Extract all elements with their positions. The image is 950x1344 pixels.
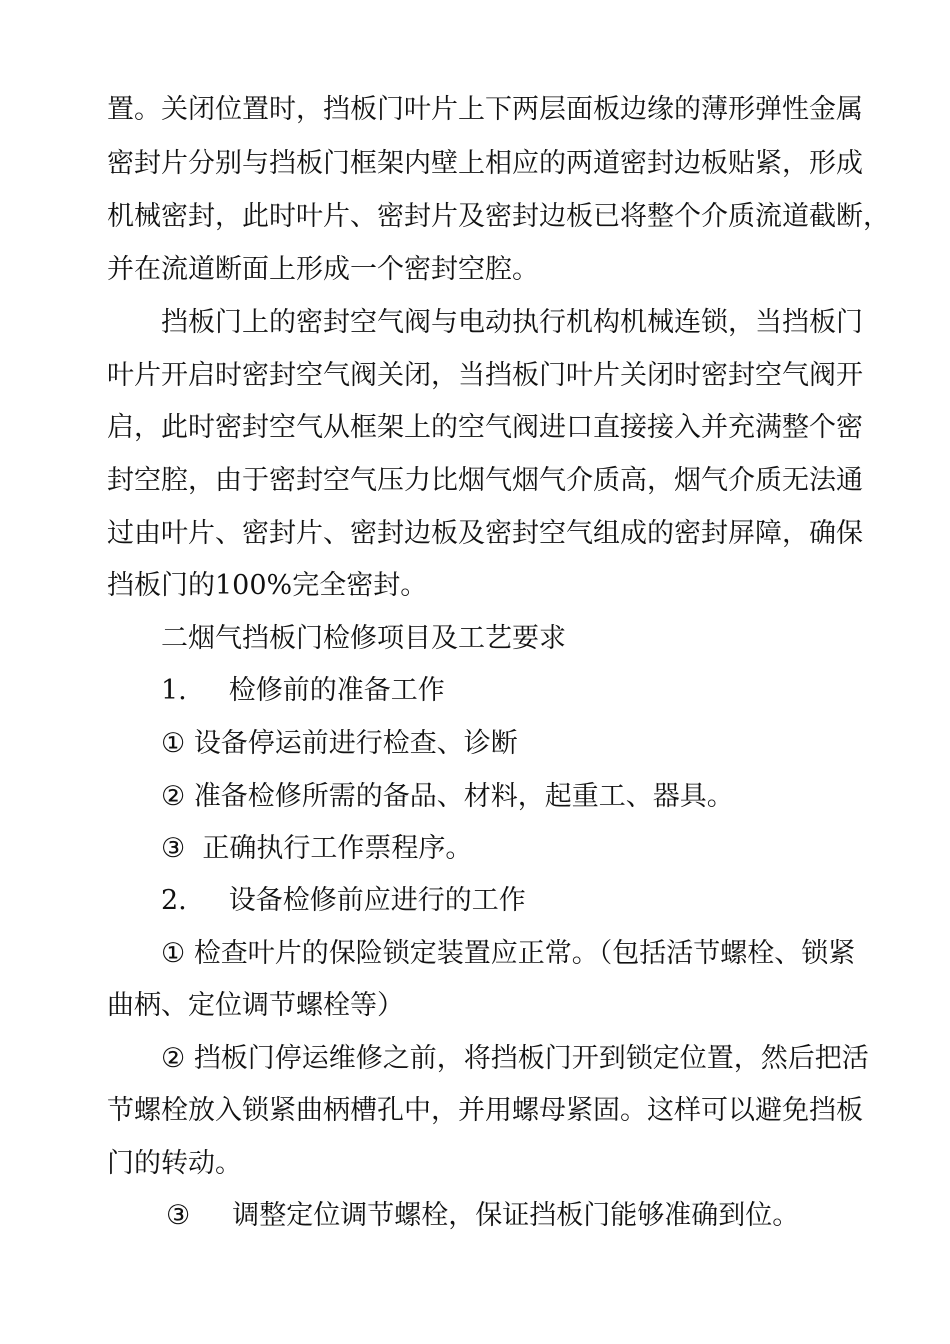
step-marker: ② — [161, 781, 186, 812]
item-1-step-3 — [161, 829, 472, 869]
item-1-step-2 — [161, 777, 734, 817]
paragraph-2-line-6: 挡板门的100%完全密封。 — [107, 570, 428, 601]
paragraph-2-line-1: 挡板门上的密封空气阀与电动执行机构机械连锁，当挡板门 — [161, 307, 863, 338]
step-text: 设备停运前进行检查、诊断 — [193, 728, 518, 759]
paragraph-2-line-5: 过由叶片、密封片、密封边板及密封空气组成的密封屏障，确保 — [107, 518, 863, 549]
step-marker: ① — [161, 938, 186, 969]
item-2-step-2-line-1 — [161, 1039, 869, 1079]
paragraph-1-line-2: 密封片分别与挡板门框架内壁上相应的两道密封边板贴紧，形成 — [107, 148, 863, 179]
item-2-heading — [161, 881, 526, 921]
paragraph-1-line-4: 并在流道断面上形成一个密封空腔。 — [107, 254, 539, 285]
step-marker: ③ — [161, 833, 186, 864]
item-1-title: 检修前的准备工作 — [228, 675, 445, 706]
item-2-step-2-line-2: 节螺栓放入锁紧曲柄槽孔中，并用螺母紧固。这样可以避免挡板 — [107, 1095, 863, 1126]
step-text: 检查叶片的保险锁定装置应正常。（包括活节螺栓、锁紧 — [193, 938, 856, 969]
paragraph-1-line-3: 机械密封，此时叶片、密封片及密封边板已将整个介质流道截断， — [107, 201, 890, 232]
step-text: 准备检修所需的备品、材料，起重工、器具。 — [193, 781, 734, 812]
item-2-step-2-line-3: 门的转动。 — [107, 1148, 242, 1179]
item-2-step-1-line-1 — [161, 934, 855, 974]
paragraph-1-line-1: 置。关闭位置时，挡板门叶片上下两层面板边缘的薄形弹性金属 — [107, 94, 863, 125]
item-1-step-1 — [161, 724, 518, 764]
item-2-step-1-line-2: 曲柄、定位调节螺栓等） — [107, 990, 404, 1021]
step-marker: ③ — [166, 1200, 191, 1231]
step-text: 正确执行工作票程序。 — [202, 833, 473, 864]
step-marker: ① — [161, 728, 186, 759]
item-2-title: 设备检修前应进行的工作 — [228, 885, 526, 916]
step-marker: ② — [161, 1043, 186, 1074]
paragraph-2-line-2: 叶片开启时密封空气阀关闭，当挡板门叶片关闭时密封空气阀开 — [107, 360, 863, 391]
step-text: 调整定位调节螺栓，保证挡板门能够准确到位。 — [232, 1200, 800, 1231]
item-1-number: 1. — [161, 675, 187, 706]
section-heading: 二烟气挡板门检修项目及工艺要求 — [161, 623, 566, 654]
step-text: 挡板门停运维修之前，将挡板门开到锁定位置，然后把活 — [193, 1043, 869, 1074]
item-2-number: 2. — [161, 885, 187, 916]
paragraph-2-line-4: 封空腔，由于密封空气压力比烟气烟气介质高，烟气介质无法通 — [107, 465, 863, 496]
paragraph-2-line-3: 启，此时密封空气从框架上的空气阀进口直接接入并充满整个密 — [107, 412, 863, 443]
item-1-heading — [161, 671, 445, 711]
item-2-step-3 — [166, 1196, 799, 1236]
